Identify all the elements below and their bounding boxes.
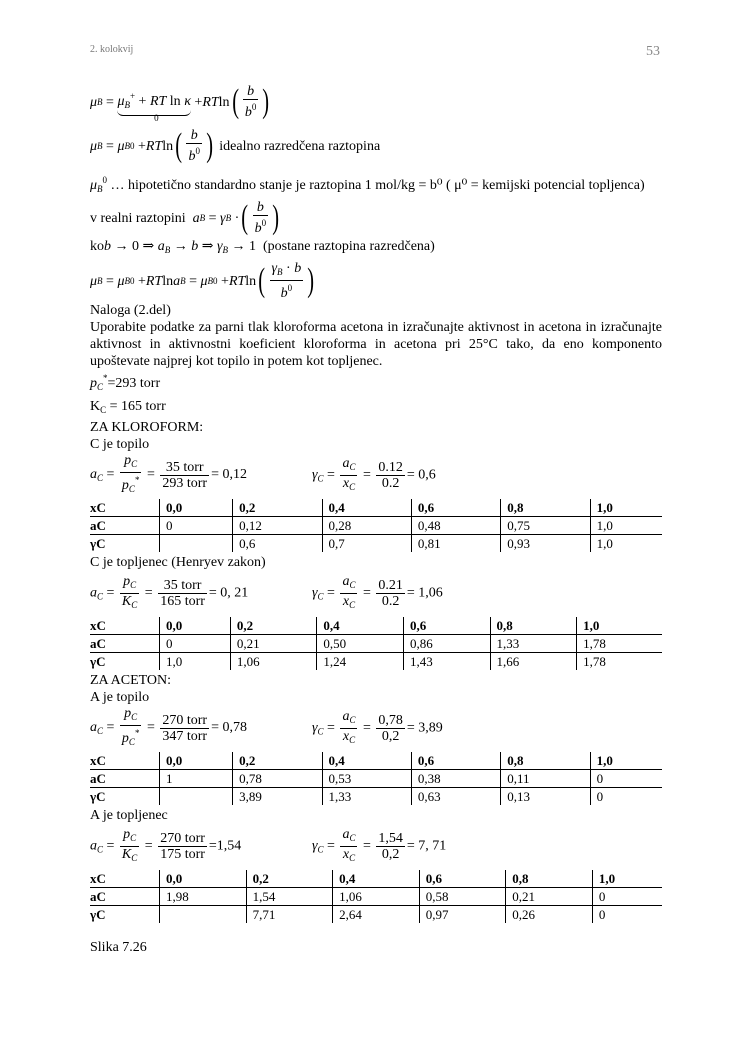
table-cell: 1,06 bbox=[333, 888, 420, 906]
table-cell: 0,58 bbox=[419, 888, 506, 906]
table-cell: 1,0 bbox=[590, 752, 662, 770]
naloga-title: Naloga (2.del) bbox=[90, 303, 171, 318]
table-cell: 0,2 bbox=[233, 499, 322, 517]
table-kloroform-solvent bbox=[90, 499, 662, 552]
table-cell: 0,6 bbox=[411, 752, 500, 770]
table-cell: 0,28 bbox=[322, 517, 411, 535]
table-row bbox=[90, 888, 662, 906]
row-label: aC bbox=[90, 770, 160, 788]
page-number: 53 bbox=[646, 44, 660, 59]
table-row bbox=[90, 617, 662, 635]
table-cell: 3,89 bbox=[233, 788, 322, 806]
formula-row-1: $a_C$ = $\frac{p_C}{p_C^*}$ = $\frac{\text{35 torr}}{\text{293 torr}}$ = 0,12 $\gamma_C$ = $\frac{a_C}{x_C}$ = $\frac{0.12}{0.2}$ = 0,6 bbox=[90, 453, 436, 494]
row-label: xC bbox=[90, 499, 160, 517]
section-aceton: ZA ACETON: bbox=[90, 673, 172, 688]
table-cell: 0,81 bbox=[411, 535, 500, 553]
table-cell: 1,0 bbox=[577, 617, 662, 635]
table-row bbox=[90, 517, 662, 535]
table-cell: 0,6 bbox=[233, 535, 322, 553]
table-cell: 0,8 bbox=[501, 499, 590, 517]
table-cell: 1,24 bbox=[317, 653, 404, 671]
table-cell: 0,75 bbox=[501, 517, 590, 535]
table-cell: 0,78 bbox=[233, 770, 322, 788]
table-cell: 0,21 bbox=[230, 635, 317, 653]
table-cell: 1,78 bbox=[577, 635, 662, 653]
equation-ideal-dilute: μ B = μ B 0 + RT ln ( $\frac{b}{b^0}$ ) idealno razredčena raztopina bbox=[90, 127, 381, 164]
table-cell: 1,98 bbox=[160, 888, 247, 906]
row-label: aC bbox=[90, 888, 160, 906]
table-cell: 0,86 bbox=[403, 635, 490, 653]
table-cell: 1,0 bbox=[590, 535, 662, 553]
c-solute-heading: C je topljenec (Henryev zakon) bbox=[90, 555, 266, 570]
table-cell: 0,11 bbox=[501, 770, 590, 788]
table-cell: 0,38 bbox=[411, 770, 500, 788]
row-label: aC bbox=[90, 635, 160, 653]
table-cell: 7,71 bbox=[246, 906, 333, 924]
table-cell: 0,8 bbox=[490, 617, 577, 635]
table-aceton-solvent bbox=[90, 752, 662, 805]
table-row bbox=[90, 635, 662, 653]
table-cell: 1,43 bbox=[403, 653, 490, 671]
table-cell: 0,4 bbox=[322, 752, 411, 770]
table-row bbox=[90, 770, 662, 788]
table-cell: 0,21 bbox=[506, 888, 593, 906]
table-cell: 0,6 bbox=[411, 499, 500, 517]
limit-statement: kob → 0 ⇒ $a_B \to b$ ⇒ $\gamma_B \to 1$ (postane raztopina razredčena) bbox=[90, 239, 435, 255]
section-kloroform: ZA KLOROFORM: bbox=[90, 420, 204, 435]
table-cell: 0,4 bbox=[322, 499, 411, 517]
row-label: aC bbox=[90, 517, 160, 535]
table-cell: 0,8 bbox=[506, 870, 593, 888]
a-solvent-heading: A je topilo bbox=[90, 690, 150, 705]
table-cell: 0,0 bbox=[160, 870, 247, 888]
table-row bbox=[90, 535, 662, 553]
table-cell: 0 bbox=[592, 906, 662, 924]
pc-star: $p_C^*=293$ torr bbox=[90, 373, 161, 392]
ideal-dilute-label: idealno razredčena raztopina bbox=[219, 138, 381, 154]
table-cell: 0,0 bbox=[160, 752, 233, 770]
table-cell: 0,2 bbox=[233, 752, 322, 770]
table-cell: 0,48 bbox=[411, 517, 500, 535]
table-cell: 0,50 bbox=[317, 635, 404, 653]
table-cell: 0,26 bbox=[506, 906, 593, 924]
row-label: γC bbox=[90, 653, 106, 669]
table-cell: 1,78 bbox=[577, 653, 662, 671]
table-cell: 0,8 bbox=[501, 752, 590, 770]
table-cell: 0,13 bbox=[501, 788, 590, 806]
table-cell: 1,33 bbox=[322, 788, 411, 806]
equation-mu-b: μ B = $\mu_B^+$ + RT ln κ 0 + RT ln ( $\frac{b}{b^0}$ ) bbox=[90, 83, 270, 123]
table-cell: 0,12 bbox=[233, 517, 322, 535]
table-cell: 0 bbox=[160, 635, 231, 653]
table-cell: 1,66 bbox=[490, 653, 577, 671]
naloga-text: Uporabite podatke za parni tlak kloroforma acetona in izračunajte aktivnost in acetona in izračunajte aktivnost in aktivnostni koeficient kloroforma in acetona pri 25°C tako, da eno komponento upoštevate najprej kot topilo in potem kot topljenec. bbox=[90, 320, 662, 369]
standard-state-note: $\mu_B^0$ … hipotetično standardno stanje je raztopina 1 mol/kg = b⁰ ( μ⁰ = kemijski potencial topljenca) bbox=[90, 175, 645, 194]
table-cell: 1,0 bbox=[160, 653, 231, 671]
equation-activity: μ B = μ B 0 + RT ln a B = μ B 0 + RT ln ( $\frac{\gamma_B \cdot b}{b^0}$ ) bbox=[90, 261, 315, 301]
table-cell: 0,6 bbox=[403, 617, 490, 635]
table-row bbox=[90, 653, 662, 671]
formula-row-3: $a_C$ = $\frac{p_C}{p_C^*}$ = $\frac{\text{270 torr}}{\text{347 torr}}$ = 0,78 $\gamma_C$ = $\frac{a_C}{x_C}$ = $\frac{0,78}{0,2}$ = 3,89 bbox=[90, 706, 443, 747]
table-cell: 0,4 bbox=[333, 870, 420, 888]
table-cell: 1,54 bbox=[246, 888, 333, 906]
table-cell: 1,0 bbox=[592, 870, 662, 888]
table-cell: 0 bbox=[592, 888, 662, 906]
table-cell: 0,6 bbox=[419, 870, 506, 888]
table-cell: 0,2 bbox=[230, 617, 317, 635]
c-solvent-heading: C je topilo bbox=[90, 437, 150, 452]
table-cell: 0,0 bbox=[160, 617, 231, 635]
table-cell: 1,0 bbox=[590, 499, 662, 517]
running-header: 2. kolokvij bbox=[90, 44, 134, 55]
table-row bbox=[90, 870, 662, 888]
table-cell: 0,53 bbox=[322, 770, 411, 788]
table-cell: 0,2 bbox=[246, 870, 333, 888]
table-row bbox=[90, 499, 662, 517]
table-cell bbox=[160, 906, 247, 924]
row-label: γC bbox=[90, 788, 106, 804]
table-cell: 0,63 bbox=[411, 788, 500, 806]
row-label: xC bbox=[90, 617, 160, 635]
a-solute-heading: A je topljenec bbox=[90, 808, 168, 823]
table-row bbox=[90, 752, 662, 770]
table-cell: 1,06 bbox=[230, 653, 317, 671]
formula-row-4: $a_C$ = $\frac{p_C}{K_C}$ = $\frac{\text{270 torr}}{\text{175 torr}}$ =1,54 $\gamma_C$ = $\frac{a_C}{x_C}$ = $\frac{1,54}{0,2}$ = 7, 71 bbox=[90, 826, 447, 863]
row-label: xC bbox=[90, 752, 160, 770]
table-cell bbox=[160, 535, 233, 553]
table-cell: 0,97 bbox=[419, 906, 506, 924]
kc-line: $K_C = 165$ torr bbox=[90, 399, 166, 415]
table-cell bbox=[160, 788, 233, 806]
formula-row-2: $a_C$ = $\frac{p_C}{K_C}$ = $\frac{\text{35 torr}}{\text{165 torr}}$ = 0, 21 $\gamma_C$ = $\frac{a_C}{x_C}$ = $\frac{0.21}{0.2}$ = 1,06 bbox=[90, 573, 443, 610]
row-label: γC bbox=[90, 906, 106, 922]
table-row bbox=[90, 788, 662, 806]
table-cell: 0 bbox=[590, 770, 662, 788]
real-solution-activity: v realni raztopini a B = γ B · ( $\frac{b}{b^0}$ ) bbox=[90, 199, 280, 236]
table-aceton-solute bbox=[90, 870, 662, 923]
table-cell: 2,64 bbox=[333, 906, 420, 924]
table-row bbox=[90, 906, 662, 924]
table-cell: 0,4 bbox=[317, 617, 404, 635]
table-kloroform-solute bbox=[90, 617, 662, 670]
table-cell: 0 bbox=[590, 788, 662, 806]
row-label: γC bbox=[90, 535, 106, 551]
table-cell: 1 bbox=[160, 770, 233, 788]
table-cell: 0,0 bbox=[160, 499, 233, 517]
table-cell: 1,33 bbox=[490, 635, 577, 653]
table-cell: 0 bbox=[160, 517, 233, 535]
table-cell: 0,7 bbox=[322, 535, 411, 553]
figure-caption: Slika 7.26 bbox=[90, 940, 147, 955]
row-label: xC bbox=[90, 870, 160, 888]
table-cell: 1,0 bbox=[590, 517, 662, 535]
table-cell: 0,93 bbox=[501, 535, 590, 553]
page-body bbox=[90, 80, 662, 956]
